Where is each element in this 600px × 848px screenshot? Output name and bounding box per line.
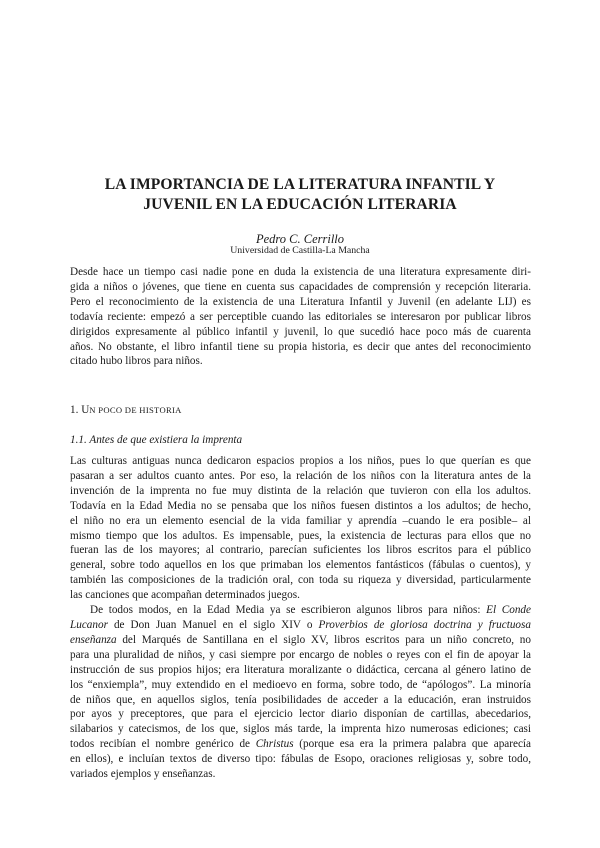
text-line (70, 618, 531, 633)
text-line: años. No obstante, el libro infantil tiene su propia historia, es decir que antes del reconocimiento (70, 340, 531, 353)
text-line: todavía reciente: empezó a ser perceptible cuando las editoriales se interesaron por publicar libros (70, 310, 531, 323)
text-line: los “enxiempla”, muy extendido en el medioevo en forma, sobre todo, de “apólogos”. La minoría (70, 678, 531, 691)
text-line: silabarios y catecismos, de los que, siglos más tarde, la imprenta hizo numerosas ediciones; casi (70, 723, 531, 736)
text-line: Desde hace un tiempo casi nadie pone en duda la existencia de una literatura expresamente diri- (70, 266, 531, 278)
text-run: De todos modos, en la Edad Media ya se escribieron algunos libros para niños: (90, 604, 487, 617)
subsection-heading: 1.1. Antes de que existiera la imprenta (70, 434, 243, 446)
text-line: general, sobre todo aquellos en los que primaban los elementos fantásticos (fábulas o cuentos), y (70, 559, 531, 572)
section-number: 1. (70, 404, 82, 416)
text-line: Pero el reconocimiento de la existencia de una Literatura Infantil y Juvenil (en adelante LIJ) es (70, 295, 531, 308)
author-name: Pedro C. Cerrillo (255, 232, 345, 246)
text-line: el niño no era un elemento esencial de la vida familiar y aprendía –cuando le era posible– al (70, 514, 531, 527)
text-line: las canciones que acompañan determinados juegos. (70, 589, 300, 602)
book-title: Proverbios de gloriosa doctrina y fructuosa (318, 618, 531, 631)
text-line: instrucción de sus propios hijos; era literatura moralizante o didáctica, cercana al género latino de (70, 663, 531, 676)
article-title (60, 175, 540, 215)
text-line: para una pluralidad de niños, y casi siempre por encargo de nobles o reyes con el fin de apoyar la (70, 648, 531, 661)
text-line: en ellos), e incluían textos de diverso tipo: fábulas de Esopo, oraciones religiosas y, sobre todo, (70, 753, 531, 766)
text-line: Las culturas antiguas nunca dedicaron espacios propios a los niños, pues lo que querían es que (70, 455, 531, 467)
section-initial: U (81, 404, 90, 416)
text-line (70, 737, 531, 752)
section-title-smallcaps: N POCO DE HISTORIA (89, 405, 182, 415)
book-title: Lucanor (70, 618, 108, 631)
text-line: por ayos y preceptores, que para el ejercicio lector diario disponían de cartillas, abecedarios, (70, 708, 531, 721)
text-run: (porque esa era la primera palabra que aparecía (293, 738, 531, 751)
abstract-paragraph (70, 265, 531, 369)
text-line (70, 603, 531, 618)
title-line: JUVENIL EN LA EDUCACIÓN LITERARIA (143, 196, 457, 213)
text-line: pasaran a ser adultos cuanto antes. Por eso, la relación de los niños con la literatura antes de la (70, 469, 531, 482)
section-heading (70, 404, 182, 416)
text-line (70, 633, 531, 648)
body-text (70, 454, 531, 782)
text-line: variados ejemplos y enseñanzas. (70, 768, 216, 781)
text-run: del Marqués de Santillana en el siglo XV, libros escritos para un niño concreto, no (116, 633, 531, 646)
book-title: Christus (255, 738, 294, 751)
book-title: El Conde (486, 604, 531, 617)
text-line: citado hubo libros para niños. (70, 355, 203, 368)
text-line: gida a niños o jóvenes, que tiene en cuenta sus capacidades de comprensión y recepción literaria. (70, 280, 531, 293)
text-line: invención de la imprenta no fue muy distinta de la relación que tuvieron con ella los adultos. (70, 484, 531, 497)
text-line: dirigidos expresamente al público infantil y juvenil, lo que sucedió hace poco más de cuarenta (70, 325, 531, 338)
text-line: Todavía en la Edad Media no se pensaba que los niños fuesen distintos a los adultos; de hecho, (70, 499, 531, 512)
text-line: fueran las de los mayores; al contrario, parecían suficientes los libros escritos para el público (70, 544, 531, 557)
text-run: de Don Juan Manuel en el siglo XIV o (107, 618, 319, 631)
text-line: también las composiciones de la tradición oral, con toda su riqueza y diversidad, particularmente (70, 574, 531, 587)
title-line: LA IMPORTANCIA DE LA LITERATURA INFANTIL Y (104, 176, 496, 193)
book-title: enseñanza (70, 633, 117, 646)
text-run: todos recibían el nombre genérico de (70, 738, 256, 751)
text-line: mismo tiempo que los adultos. Es impensable, pues, la existencia de lecturas para ellos que no (70, 529, 531, 542)
text-line: de niños que, en aquellos siglos, tenía posibilidades de acceder a la educación, eran instruidos (70, 693, 531, 706)
author-affiliation: Universidad de Castilla-La Mancha (230, 245, 370, 256)
